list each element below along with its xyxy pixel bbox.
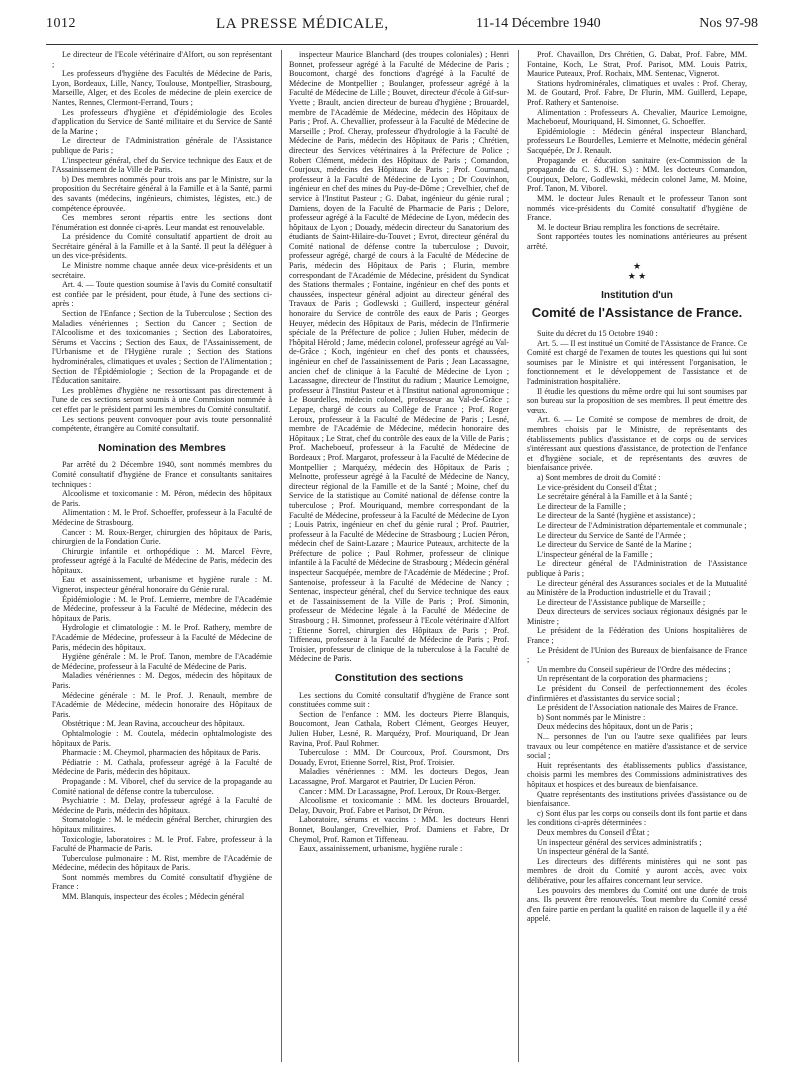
col1-body [52,50,272,434]
paragraph: Le directeur de l'Ecole vétérinaire d'Alfort, ou son représentant ; [52,50,272,69]
paragraph: Les directeurs des différents ministères qui ne sont pas membres de droit du Comité y auront accès, avec voix délibérative, pour les affaires concernant leur service. [527,856,747,885]
paragraph: Art. 6. — Le Comité se compose de membres de droit, de membres choisis par le Ministre, de représentants des établissements publics d'assistance et de corps ou de services s'intéressant aux questions d'assistance, de protection de l'enfance et d'hygiène sociale, et de représentants des œuvres de bienfaisance privée. [527,415,747,473]
paragraph: Médecine générale : M. le Prof. J. Renault, membre de l'Académie de Médecine, médecin honoraire des Hôpitaux de Paris. [52,690,272,719]
paragraph: Sont nommés membres du Comité consultatif d'hygiène de France : [52,872,272,892]
paragraph: Un inspecteur général des services administratifs ; [537,837,702,847]
paragraph: Art. 4. — Toute question soumise à l'avis du Comité consultatif est confiée par le président, pour étude, à l'une des sections ci-après : [52,280,272,309]
paragraph: Tuberculose pulmonaire : M. Rist, membre de l'Académie de Médecine, médecin des hôpitaux de Paris. [52,853,272,873]
paragraph: Il étudie les questions du même ordre qui lui sont soumises par son bureau sur la proposition de ses membres. Il peut émettre des vœux. [527,386,747,415]
paragraph: Les professeurs d'hygiène des Facultés de Médecine de Paris, Lyon, Bordeaux, Lille, Nancy, Toulouse, Montpellier, Strasbourg, Marseille, Alger, et des Ecoles de médecine de plein exercice de Nantes, Rennes, Clermont-Ferrand, Tours ; [52,69,272,107]
paragraph: Alimentation : Professeurs A. Chevalier, Maurice Lemoigne, Macheboeuf, Mouriquand, H. Simonnet, G. Schoeffer. [527,107,747,127]
paragraph: Alcoolisme et toxicomanie : M. Péron, médecin des hôpitaux de Paris. [52,489,272,508]
paragraph: Épidémiologie : M. le Prof. Lemierre, membre de l'Académie de Médecine, professeur à la Faculté de Médecine, médecin des hôpitaux de Paris. [52,594,272,623]
paragraph: Ophtalmologie : M. Coutela, médecin ophtalmologiste des hôpitaux de Paris. [52,728,272,748]
column-2 [289,50,509,854]
issue-number: Nos 97-98 [699,16,758,31]
paragraph: Propagande : M. Viborel, chef du service de la propagande au Comité national de défense contre la tuberculose. [52,776,272,796]
col1-body-2 [52,460,272,901]
paragraph: b) Des membres nommés pour trois ans par le Ministre, sur la proposition du Secrétaire général à la Famille et à la Santé, parmi des savants (médecins, ingénieurs, chimistes, légistes, etc.) de compétence éprouvée. [52,174,272,213]
paragraph: Le directeur général de l'Administration de l'Assistance publique à Paris ; [527,559,747,578]
paragraph: Le président du Conseil de perfectionnement des écoles d'infirmières et d'assistantes du service social ; [527,684,747,703]
paragraph: Cancer : MM. Dr Lacassagne, Prof. Leroux, Dr Roux-Berger. [299,786,501,796]
paragraph: Hygiène générale : M. le Prof. Tanon, membre de l'Académie de Médecine, professeur à la Faculté de Médecine de Paris. [52,652,272,671]
paragraph: Un inspecteur général de la Santé. [537,847,649,857]
paragraph: M. le docteur Briau remplira les fonctions de secrétaire. [537,222,720,232]
subheading-institution: Institution d'un [601,290,673,302]
paragraph: Epidémiologie : Médecin général inspecteur Blanchard, professeurs Le Bourdelles, Lemierre et Melnotte, médecin général Sacquépée, Dr J. Renault. [527,126,747,155]
paragraph: Pharmacie : M. Cheymol, pharmacien des hôpitaux de Paris. [62,748,261,758]
paragraph: Quatre représentants des institutions privées d'assistance ou de bienfaisance. [527,789,747,809]
paragraph: Deux médecins des hôpitaux, dont un de Paris ; [537,722,693,732]
paragraph: Les sections du Comité consultatif d'hygiène de France sont constituées comme suit : [289,690,509,710]
page-header [46,16,758,45]
paragraph: c) Sont élus par les corps ou conseils dont ils font partie et dans les conditions ci-après déterminées : [527,808,747,828]
paragraph: Le Président de l'Union des Bureaux de bienfaisance de France ; [527,645,747,665]
paragraph: Le directeur de l'Assistance publique de Marseille ; [537,597,706,607]
paragraph: Le directeur du Service de Santé de la Marine ; [537,540,692,550]
paragraph: Alcoolisme et toxicomanie : MM. les docteurs Brouardel, Delay, Duvoir, Prof. Fabre et Parisot, Dr Péron. [289,796,509,815]
paragraph: Deux directeurs de services sociaux régionaux désignés par le Ministre ; [527,607,747,626]
col3-body [527,50,747,251]
column-1 [52,50,272,902]
paragraph: Sont rapportées toutes les nominations antérieures au présent arrêté. [527,232,747,251]
paragraph: Les problèmes d'hygiène ne ressortissant pas directement à l'une de ces sections seront soumis à une Commission nommée à cet effet par le président parmi les membres du Comité consultatif. [52,385,272,414]
col2-body-2 [289,691,509,854]
section-heading-nomination: Nomination des Membres [98,441,226,454]
paragraph: Stations hydrominérales, climatiques et uvales : Prof. Cheray, M. de Goutard, Prof. Fabre, Dr Flurin, MM. Guillerd, Lepape, Prof. Rathery et Santenoise. [527,78,747,107]
paragraph: Le directeur de la Famille ; [537,501,626,511]
paragraph: Deux membres du Conseil d'État ; [537,827,650,837]
paragraph: Le directeur de l'Administration départementale et communale ; [537,520,747,530]
paragraph: Le directeur général des Assurances sociales et de la Mutualité au Ministère de la Production industrielle et du Travail ; [527,578,747,598]
paragraph: Le président de l'Association nationale des Maires de France. [537,703,738,713]
paragraph: Section de l'enfance : MM. les docteurs Pierre Blanquis, Boucomont, Jean Cathala, Robert Clément, Georges Heuyer, Julien Huber, Lesné, R. Marquézy, Prof. Mouriquand, Dr Jean Ravina, Prof. Paul Rohmer. [289,709,509,748]
paragraph: Les professeurs d'hygiène et d'épidémiologie des Ecoles d'application du Service de Santé militaire et du Service de Santé de la Marine ; [52,107,272,136]
paragraph: Le Ministre nomme chaque année deux vice-présidents et un secrétaire. [52,261,272,280]
paragraph: L'inspecteur général de la Famille ; [537,549,653,559]
paragraph: Par arrêté du 2 Décembre 1940, sont nommés membres du Comité consultatif d'hygiène de France et consultants sanitaires techniques : [52,460,272,489]
paragraph: Tuberculose : MM. Dr Courcoux, Prof. Coursmont, Drs Douady, Evrot, Etienne Sorrel, Rist, Prof. Troisier. [289,748,509,767]
paragraph: Toxicologie, laboratoires : M. le Prof. Fabre, professeur à la Faculté de Pharmacie de Paris. [52,834,272,854]
paragraph: Suite du décret du 15 Octobre 1940 : [537,329,658,339]
paragraph: Pédiatrie : M. Cathala, professeur agrégé à la Faculté de Médecine de Paris, médecin des hôpitaux. [52,757,272,777]
paragraph: b) Sont nommés par le Ministre : [537,712,646,722]
column-rule-2 [518,50,519,1062]
paragraph: Laboratoire, sérums et vaccins : MM. les docteurs Henri Bonnet, Boulanger, Crevelhier, Prof. Damiens et Fabre, Dr Cheymol, Prof. Ramon et Tiffeneau. [289,815,509,844]
paragraph: Un membre du Conseil supérieur de l'Ordre des médecins ; [537,664,731,674]
section-heading-constitution: Constitution des sections [334,672,464,684]
paragraph: N... personnes de l'un ou l'autre sexe qualifiées par leurs travaux ou leur compétence en matière d'assistance et de service social ; [527,732,747,761]
paragraph: Maladies vénériennes : MM. les docteurs Degos, Jean Lacassagne, Prof. Margarot et Pautrier, Dr Lucien Péron. [289,767,509,786]
paragraph: Le secrétaire général à la Famille et à la Santé ; [537,492,693,502]
paragraph: Hydrologie et climatologie : M. le Prof. Rathery, membre de l'Académie de Médecine, professeur à la Faculté de Médecine de Paris, médecin des hôpitaux. [52,623,272,652]
journal-title: LA PRESSE MÉDICALE, [216,16,389,32]
paragraph: MM. le docteur Jules Renault et le professeur Tanon sont nommés vice-présidents du Comité consultatif d'hygiène de France. [527,193,747,223]
issue-date: 11-14 Décembre 1940 [476,16,601,31]
paragraph: Le directeur du Service de Santé de l'Armée ; [537,530,686,540]
paragraph: L'inspecteur général, chef du Service technique des Eaux et de l'Assainissement de la Ville de Paris. [52,155,272,175]
paragraph: inspecteur Maurice Blanchard (des troupes coloniales) ; Henri Bonnet, professeur agrégé à la Faculté de Médecine de Paris ; Boucomont, chargé des fonctions d'agrégé à la Faculté de Médecine de Montpellier ; Boulanger, professeur agrégé à la Faculté de Médecine de Lille ; Bouvet, directeur d'école à Gif-sur-Yvette ; Brault, ancien directeur de bureau d'hygiène ; Brouardel, membre de l'Académie de Médecine, médecin des Hôpitaux de Paris ; Prof. A. Chevallier, professeur à la Faculté de Médecine de Marseille ; Prof. Cheray, professeur d'hydrologie à la Faculté de Médecine de Paris, médecin des Hôpitaux de Paris ; Chrétien, directeur des Services vétérinaires à la Préfecture de Police ; Robert Clément, médecin des Hôpitaux de Paris ; Comandon, Courjoux, médecins des Hôpitaux de Paris ; Prof. Cournand, professeur à la Faculté de Médecine de Lyon ; Dr Couvinhon, ingénieur en chef des mines du Puy-de-Dôme ; Crevelhier, chef de service à l'Institut Pasteur ; G. Dabat, ingénieur du génie rural ; Damiens, doyen de la Faculté de Pharmacie de Paris ; Delore, professeur agrégé à la Faculté de Médecine de Lyon, médecin des hôpitaux de Lyon ; Douady, médecin directeur du Sanatorium des étudiants de Saint-Hilaire-du-Touvet ; Evrot, directeur général du Comité national de défense contre la tuberculose ; Duvoir, professeur agrégé, chargé de cours à la Faculté de Médecine de Paris, médecin des Hôpitaux de Paris ; Flurin, membre correspondant de l'Académie de Médecine, président du Syndicat des Stations thermales ; Fontaine, ingénieur en chef des ponts et chaussées, inspecteur général adjoint au directeur général des Travaux de Paris ; Godlewski ; Guillerd, inspecteur général honoraire du Service de contrôle des eaux de Paris ; Georges Heuyer, médecin des Hôpitaux de Paris, médecin de l'Infirmerie spéciale de la Préfecture de police ; Julien Huber, médecin de l'hôpital Hérold ; Jame, médecin colonel, professeur agrégé au Val-de-Grâce ; Koch, ingénieur en chef des ponts et chaussées, ingénieur en chef de l'assainissement de Paris ; Jean Lacassagne, ancien chef de clinique à la Faculté de Médecine de Lyon ; Lacassagne, directeur de l'Institut du radium ; Maurice Lemoigne, professeur à l'Institut Pasteur et à l'Institut national agronomique ; Le Bourdelles, médecin colonel, professeur au Val-de-Grâce ; Lepape, chargé de cours au Collège de France ; Prof. Roger Leroux, professeur à la Faculté de Médecine de Paris ; Lesné, membre de l'Académie de Médecine, médecin honoraire des Hôpitaux ; Le Strat, chef du contrôle des eaux de la Ville de Paris ; Prof. Macheboeuf, professeur à la Faculté de Médecine de Bordeaux ; Prof. Margarot, professeur à la Faculté de Médecine de Montpellier ; Marquézy, médecin des Hôpitaux de Paris ; Melnotte, professeur agrégé à la Faculté de Médecine de Nancy, directeur régional de la Famille et de la Santé ; Moine, chef du Service de la statistique au Comité national de défense contre la tuberculose ; Prof. Mouriquand, membre correspondant de la Faculté de Médecine, professeur à la Faculté de Médecine de Lyon ; Louis Patrix, ingénieur en chef du génie rural ; Prof. Pautrier, professeur à la Faculté de Médecine de Strasbourg ; Lucien Péron, médecin chef de Saint-Lazare ; Maurice Puteaux, architecte de la Préfecture de police ; Paul Rohmer, professeur de clinique infantile à la Faculté de Médecine de Strasbourg ; Médecin général inspecteur Sacquépée, membre de l'Académie de Médecine ; Prof. Santenoise, professeur à la Faculté de Médecine de Nancy ; Sentenac, inspecteur général, chef du Service technique des eaux et de l'assainissement de la Ville de Paris ; Prof. Simonin, professeur de Médecine légale à la Faculté de Médecine de Strasbourg ; H. Simonnet, professeur à l'Ecole vétérinaire d'Alfort ; Etienne Sorrel, chirurgien des Hôpitaux de Paris ; Prof. Tiffeneau, professeur à la Faculté de Médecine de Paris ; Prof. Troisier, professeur de clinique de la tuberculose à la Faculté de Médecine de Paris. [289,50,509,664]
paragraph: Psychiatrie : M. Delay, professeur agrégé à la Faculté de Médecine de Paris, médecin des hôpitaux. [52,796,272,815]
column-rule-1 [281,50,282,1062]
paragraph: Eau et assainissement, urbanisme et hygiène rurale : M. Vignerot, inspecteur général honoraire du Génie rural. [52,575,272,595]
star-separator: ★ ★ ★ [627,261,647,282]
paragraph: Art. 5. — Il est institué un Comité de l'Assistance de France. Ce Comité est chargé de l'examen de toutes les questions qui lui sont soumises par le Ministre et qui intéressent l'organisation, le fonctionnement et le développement de l'assistance et de l'administration hospitalière. [527,338,747,387]
paragraph: La présidence du Comité consultatif appartient de droit au Secrétaire général à la Famille et à la Santé. Il peut la déléguer à un des vice-présidents. [52,232,272,261]
section-heading-assistance: Comité de l'Assistance de France. [531,305,743,321]
paragraph: Alimentation : M. le Prof. Schoeffer, professeur à la Faculté de Médecine de Strasbourg. [52,508,272,527]
paragraph: Huit représentants des établissements publics d'assistance, choisis parmi les membres des Commissions administratives des hôpitaux et hospices et des bureaux de bienfaisance. [527,760,747,789]
paragraph: a) Sont membres de droit du Comité : [537,472,661,482]
paragraph: Chirurgie infantile et orthopédique : M. Marcel Fèvre, professeur agrégé à la Faculté de Médecine de Paris, médecin des hôpitaux. [52,546,272,575]
paragraph: Propagande et éducation sanitaire (ex-Commission de la propagande du C. S. d'H. S.) : MM. les docteurs Comandon, Courjoux, Delore, Godlewski, médecin colonel Jame, M. Moine, Prof. Tanon, M. Viborel. [527,155,747,194]
paragraph: Le président de la Fédération des Unions hospitalières de France ; [527,626,747,646]
paragraph: Obstétrique : M. Jean Ravina, accoucheur des hôpitaux. [62,719,245,729]
paragraph: MM. Blanquis, inspecteur des écoles ; Médecin général [62,892,245,902]
paragraph: Le directeur de la Santé (hygiène et assistance) ; [537,511,696,521]
paragraph: Les pouvoirs des membres du Comité ont une durée de trois ans. Ils peuvent être renouvelés. Tout membre du Comité cessé d'en faire partie en perdant la qualité en raison de laquelle il y a été appelé. [527,885,747,924]
col3-body-2 [527,329,747,924]
paragraph: Prof. Chavaillon, Drs Chrétien, G. Dabat, Prof. Fabre, MM. Fontaine, Koch, Le Strat, Prof. Parisot, MM. Louis Patrix, Maurice Puteaux, Prof. Rochaix, MM. Sentenac, Vignerot. [527,50,747,79]
paragraph: Eaux, assainissement, urbanisme, hygiène rurale : [299,844,463,854]
paragraph: Section de l'Enfance ; Section de la Tuberculose ; Section des Maladies vénériennes ; Section du Cancer ; Section de l'Alcoolisme et des toxicomanies ; Section des Laboratoires, Sérums et Vaccins ; Section des Eaux, de l'Assainissement, de l'Urbanisme et de l'Hygiène rurale ; Section des Stations hydrominérales, climatiques et uvales ; Section de l'Alimentation ; Section de l'Épidémiologie ; Section de la Propagande et de l'Éducation sanitaire. [52,309,272,386]
paragraph: Les sections peuvent convoquer pour avis toute personnalité compétente, étrangère au Comité consultatif. [52,414,272,434]
paragraph: Cancer : M. Roux-Berger, chirurgien des hôpitaux de Paris, chirurgien de la Fondation Curie. [52,527,272,547]
paragraph: Le directeur de l'Administration générale de l'Assistance publique de Paris ; [52,136,272,155]
paragraph: Maladies vénériennes : M. Degos, médecin des hôpitaux de Paris. [52,671,272,690]
col2-body [289,50,509,664]
paragraph: Stomatologie : M. le médecin général Bercher, chirurgien des hôpitaux militaires. [52,815,272,834]
paragraph: Un représentant de la corporation des pharmaciens ; [537,674,708,684]
column-3 [527,50,747,924]
paragraph: Le vice-président du Conseil d'État ; [537,482,657,492]
paragraph: Ces membres seront répartis entre les sections dont l'énumération est donnée ci-après. Leur mandat est renouvelable. [52,213,272,232]
page-number: 1012 [46,16,76,31]
